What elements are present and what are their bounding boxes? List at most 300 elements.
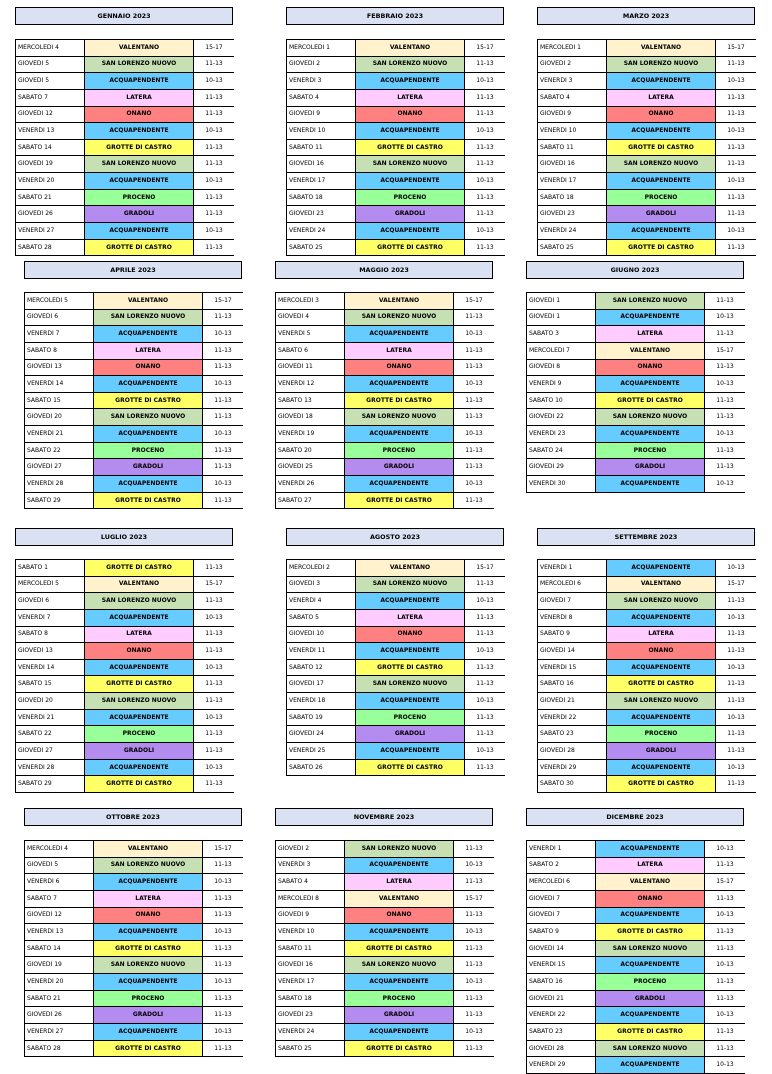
day-cell: VENERDI 20 (16, 173, 85, 190)
time-cell: 11-13 (194, 56, 235, 73)
place-cell: GRADOLI (596, 990, 705, 1007)
table-row (287, 709, 506, 726)
table-row (538, 759, 757, 776)
place-cell: LATERA (345, 342, 454, 359)
place-cell: ACQUAPENDENTE (607, 709, 716, 726)
place-cell: SAN LORENZO NUOVO (345, 841, 454, 858)
time-cell: 11-13 (465, 659, 506, 676)
day-cell: MERCOLEDI 5 (25, 293, 94, 310)
month-block (537, 528, 755, 788)
table-row (16, 576, 235, 593)
table-row (276, 359, 495, 376)
day-cell: SABATO 1 (16, 560, 85, 577)
place-cell: LATERA (607, 89, 716, 106)
month-block (15, 7, 233, 251)
table-row (538, 139, 757, 156)
table-row (25, 990, 244, 1007)
table-row (25, 342, 244, 359)
day-cell: VENERDI 11 (287, 643, 356, 660)
time-cell: 11-13 (194, 89, 235, 106)
place-cell: VALENTANO (356, 560, 465, 577)
month-block (15, 528, 233, 788)
day-cell: VENERDI 1 (527, 841, 596, 858)
schedule-table (15, 39, 234, 256)
time-cell: 10-13 (716, 223, 757, 240)
place-cell: SAN LORENZO NUOVO (607, 156, 716, 173)
place-cell: GRADOLI (85, 206, 194, 223)
day-cell: MERCOLEDI 4 (16, 40, 85, 57)
day-cell: VENERDI 24 (538, 223, 607, 240)
time-cell: 15-17 (203, 293, 244, 310)
time-cell: 15-17 (465, 40, 506, 57)
table-row (25, 907, 244, 924)
time-cell: 10-13 (705, 426, 746, 443)
month-title: NOVEMBRE 2023 (275, 808, 493, 826)
place-cell: ACQUAPENDENTE (345, 857, 454, 874)
table-row (276, 857, 495, 874)
place-cell: SAN LORENZO NUOVO (85, 593, 194, 610)
time-cell: 11-13 (705, 990, 746, 1007)
time-cell: 10-13 (465, 743, 506, 760)
place-cell: GROTTE DI CASTRO (345, 940, 454, 957)
time-cell: 10-13 (705, 1007, 746, 1024)
day-cell: VENERDI 7 (25, 326, 94, 343)
table-row (276, 1007, 495, 1024)
day-cell: SABATO 10 (527, 392, 596, 409)
table-row (538, 626, 757, 643)
place-cell: VALENTANO (607, 40, 716, 57)
table-row (25, 392, 244, 409)
table-row (287, 593, 506, 610)
time-cell: 15-17 (454, 293, 495, 310)
place-cell: ACQUAPENDENTE (94, 426, 203, 443)
table-row (16, 676, 235, 693)
time-cell: 10-13 (203, 476, 244, 493)
day-cell: VENERDI 9 (527, 376, 596, 393)
table-row (538, 73, 757, 90)
place-cell: PROCENO (345, 442, 454, 459)
day-cell: GIOVEDI 27 (25, 459, 94, 476)
day-cell: GIOVEDI 14 (538, 643, 607, 660)
time-cell: 11-13 (454, 392, 495, 409)
table-row (276, 309, 495, 326)
place-cell: ACQUAPENDENTE (356, 123, 465, 140)
day-cell: GIOVEDI 9 (538, 106, 607, 123)
month-block (24, 808, 242, 1052)
table-row (527, 940, 746, 957)
table-row (16, 173, 235, 190)
place-cell: GROTTE DI CASTRO (85, 776, 194, 793)
day-cell: VENERDI 15 (538, 659, 607, 676)
time-cell: 11-13 (716, 206, 757, 223)
time-cell: 11-13 (194, 693, 235, 710)
time-cell: 11-13 (716, 106, 757, 123)
day-cell: GIOVEDI 23 (538, 206, 607, 223)
day-cell: GIOVEDI 5 (25, 857, 94, 874)
day-cell: SABATO 27 (276, 492, 345, 509)
day-cell: MERCOLEDI 2 (287, 560, 356, 577)
table-row (527, 907, 746, 924)
month-block (526, 261, 744, 487)
place-cell: ACQUAPENDENTE (85, 609, 194, 626)
place-cell: ACQUAPENDENTE (85, 759, 194, 776)
table-row (16, 139, 235, 156)
time-cell: 11-13 (194, 726, 235, 743)
day-cell: VENERDI 27 (16, 223, 85, 240)
time-cell: 11-13 (194, 239, 235, 256)
time-cell: 11-13 (454, 841, 495, 858)
month-title: DICEMBRE 2023 (526, 808, 744, 826)
time-cell: 11-13 (465, 206, 506, 223)
place-cell: SAN LORENZO NUOVO (345, 309, 454, 326)
table-row (16, 693, 235, 710)
place-cell: ACQUAPENDENTE (607, 223, 716, 240)
time-cell: 11-13 (203, 359, 244, 376)
place-cell: SAN LORENZO NUOVO (596, 940, 705, 957)
table-row (287, 743, 506, 760)
table-row (25, 326, 244, 343)
table-row (538, 206, 757, 223)
time-cell: 11-13 (194, 206, 235, 223)
table-row (287, 73, 506, 90)
time-cell: 10-13 (705, 476, 746, 493)
table-row (287, 56, 506, 73)
table-row (538, 106, 757, 123)
time-cell: 11-13 (194, 626, 235, 643)
day-cell: GIOVEDI 22 (527, 409, 596, 426)
day-cell: VENERDI 5 (276, 326, 345, 343)
time-cell: 11-13 (203, 392, 244, 409)
place-cell: PROCENO (607, 726, 716, 743)
place-cell: PROCENO (356, 189, 465, 206)
place-cell: SAN LORENZO NUOVO (345, 957, 454, 974)
day-cell: GIOVEDI 9 (287, 106, 356, 123)
day-cell: SABATO 8 (25, 342, 94, 359)
place-cell: ACQUAPENDENTE (607, 560, 716, 577)
table-row (538, 593, 757, 610)
place-cell: VALENTANO (94, 293, 203, 310)
schedule-table (526, 292, 745, 493)
table-row (538, 560, 757, 577)
day-cell: VENERDI 14 (16, 659, 85, 676)
day-cell: VENERDI 10 (538, 123, 607, 140)
day-cell: GIOVEDI 6 (16, 593, 85, 610)
time-cell: 11-13 (705, 392, 746, 409)
time-cell: 11-13 (454, 409, 495, 426)
table-row (527, 874, 746, 891)
day-cell: MERCOLEDI 8 (276, 890, 345, 907)
table-row (276, 890, 495, 907)
place-cell: PROCENO (596, 442, 705, 459)
day-cell: GIOVEDI 13 (25, 359, 94, 376)
place-cell: ACQUAPENDENTE (85, 659, 194, 676)
time-cell: 10-13 (705, 957, 746, 974)
day-cell: GIOVEDI 26 (16, 206, 85, 223)
time-cell: 11-13 (194, 106, 235, 123)
table-row (276, 392, 495, 409)
day-cell: GIOVEDI 7 (527, 907, 596, 924)
table-row (538, 189, 757, 206)
place-cell: GROTTE DI CASTRO (607, 776, 716, 793)
day-cell: SABATO 14 (25, 940, 94, 957)
time-cell: 11-13 (705, 442, 746, 459)
day-cell: SABATO 26 (287, 759, 356, 776)
table-row (527, 990, 746, 1007)
table-row (25, 974, 244, 991)
place-cell: ACQUAPENDENTE (94, 974, 203, 991)
place-cell: ACQUAPENDENTE (356, 693, 465, 710)
time-cell: 11-13 (454, 442, 495, 459)
day-cell: SABATO 28 (25, 1040, 94, 1057)
table-row (16, 106, 235, 123)
place-cell: PROCENO (356, 709, 465, 726)
time-cell: 10-13 (194, 759, 235, 776)
place-cell: SAN LORENZO NUOVO (607, 56, 716, 73)
time-cell: 11-13 (465, 56, 506, 73)
table-row (527, 293, 746, 310)
table-row (276, 874, 495, 891)
place-cell: SAN LORENZO NUOVO (356, 156, 465, 173)
time-cell: 10-13 (465, 73, 506, 90)
table-row (287, 626, 506, 643)
table-row (16, 776, 235, 793)
time-cell: 11-13 (203, 990, 244, 1007)
time-cell: 11-13 (203, 459, 244, 476)
table-row (527, 342, 746, 359)
table-row (25, 874, 244, 891)
day-cell: GIOVEDI 3 (287, 576, 356, 593)
schedule-table (537, 559, 756, 793)
time-cell: 15-17 (203, 841, 244, 858)
day-cell: SABATO 20 (276, 442, 345, 459)
place-cell: LATERA (94, 342, 203, 359)
table-row (538, 576, 757, 593)
day-cell: SABATO 29 (16, 776, 85, 793)
table-row (538, 173, 757, 190)
day-cell: VENERDI 21 (25, 426, 94, 443)
table-row (16, 189, 235, 206)
day-cell: MERCOLEDI 5 (16, 576, 85, 593)
time-cell: 11-13 (716, 89, 757, 106)
day-cell: SABATO 4 (287, 89, 356, 106)
day-cell: VENERDI 22 (538, 709, 607, 726)
table-row (276, 492, 495, 509)
time-cell: 10-13 (194, 123, 235, 140)
place-cell: ACQUAPENDENTE (607, 609, 716, 626)
day-cell: VENERDI 3 (287, 73, 356, 90)
table-row (25, 1024, 244, 1041)
table-row (276, 924, 495, 941)
day-cell: VENERDI 25 (287, 743, 356, 760)
place-cell: ACQUAPENDENTE (85, 73, 194, 90)
table-row (16, 40, 235, 57)
schedule-table (275, 840, 494, 1057)
time-cell: 10-13 (454, 376, 495, 393)
day-cell: SABATO 2 (527, 857, 596, 874)
day-cell: MERCOLEDI 6 (538, 576, 607, 593)
day-cell: GIOVEDI 28 (527, 1040, 596, 1057)
place-cell: SAN LORENZO NUOVO (607, 693, 716, 710)
time-cell: 10-13 (716, 759, 757, 776)
table-row (287, 173, 506, 190)
day-cell: VENERDI 3 (538, 73, 607, 90)
schedule-table (15, 559, 234, 793)
table-row (527, 476, 746, 493)
time-cell: 10-13 (203, 376, 244, 393)
table-row (527, 309, 746, 326)
day-cell: SABATO 18 (538, 189, 607, 206)
place-cell: ACQUAPENDENTE (356, 743, 465, 760)
day-cell: SABATO 15 (16, 676, 85, 693)
place-cell: LATERA (345, 874, 454, 891)
time-cell: 11-13 (705, 326, 746, 343)
time-cell: 11-13 (203, 409, 244, 426)
day-cell: VENERDI 29 (527, 1057, 596, 1074)
table-row (287, 676, 506, 693)
day-cell: GIOVEDI 23 (287, 206, 356, 223)
day-cell: VENERDI 21 (16, 709, 85, 726)
day-cell: VENERDI 10 (287, 123, 356, 140)
day-cell: VENERDI 24 (276, 1024, 345, 1041)
time-cell: 11-13 (716, 693, 757, 710)
time-cell: 11-13 (194, 139, 235, 156)
time-cell: 10-13 (465, 643, 506, 660)
place-cell: SAN LORENZO NUOVO (356, 576, 465, 593)
time-cell: 11-13 (465, 106, 506, 123)
time-cell: 10-13 (705, 907, 746, 924)
time-cell: 15-17 (194, 576, 235, 593)
time-cell: 11-13 (705, 1024, 746, 1041)
month-title: LUGLIO 2023 (15, 528, 233, 546)
place-cell: ACQUAPENDENTE (85, 223, 194, 240)
time-cell: 11-13 (454, 957, 495, 974)
table-row (276, 1040, 495, 1057)
day-cell: GIOVEDI 1 (527, 309, 596, 326)
time-cell: 11-13 (465, 156, 506, 173)
table-row (276, 907, 495, 924)
time-cell: 11-13 (716, 189, 757, 206)
time-cell: 10-13 (454, 924, 495, 941)
day-cell: SABATO 3 (527, 326, 596, 343)
place-cell: ACQUAPENDENTE (85, 123, 194, 140)
day-cell: VENERDI 3 (276, 857, 345, 874)
place-cell: GROTTE DI CASTRO (607, 139, 716, 156)
day-cell: SABATO 25 (276, 1040, 345, 1057)
time-cell: 11-13 (194, 743, 235, 760)
place-cell: SAN LORENZO NUOVO (94, 409, 203, 426)
day-cell: SABATO 16 (527, 974, 596, 991)
table-row (527, 392, 746, 409)
day-cell: SABATO 9 (538, 626, 607, 643)
day-cell: GIOVEDI 2 (287, 56, 356, 73)
time-cell: 11-13 (465, 676, 506, 693)
place-cell: ACQUAPENDENTE (607, 123, 716, 140)
day-cell: VENERDI 28 (16, 759, 85, 776)
place-cell: ONANO (596, 359, 705, 376)
table-row (16, 659, 235, 676)
table-row (16, 609, 235, 626)
day-cell: GIOVEDI 20 (25, 409, 94, 426)
time-cell: 11-13 (454, 874, 495, 891)
table-row (538, 743, 757, 760)
day-cell: SABATO 15 (25, 392, 94, 409)
place-cell: SAN LORENZO NUOVO (596, 293, 705, 310)
table-row (16, 593, 235, 610)
day-cell: GIOVEDI 8 (527, 359, 596, 376)
day-cell: VENERDI 4 (287, 593, 356, 610)
time-cell: 11-13 (705, 293, 746, 310)
day-cell: VENERDI 1 (538, 560, 607, 577)
day-cell: GIOVEDI 25 (276, 459, 345, 476)
day-cell: GIOVEDI 28 (538, 743, 607, 760)
table-row (287, 139, 506, 156)
place-cell: ONANO (345, 907, 454, 924)
place-cell: ACQUAPENDENTE (94, 326, 203, 343)
time-cell: 11-13 (465, 726, 506, 743)
place-cell: GROTTE DI CASTRO (94, 492, 203, 509)
time-cell: 10-13 (203, 1024, 244, 1041)
day-cell: GIOVEDI 13 (16, 643, 85, 660)
place-cell: ACQUAPENDENTE (345, 326, 454, 343)
day-cell: VENERDI 7 (16, 609, 85, 626)
time-cell: 10-13 (465, 223, 506, 240)
place-cell: GRADOLI (356, 206, 465, 223)
time-cell: 11-13 (194, 776, 235, 793)
day-cell: GIOVEDI 5 (16, 73, 85, 90)
day-cell: GIOVEDI 6 (25, 309, 94, 326)
place-cell: ONANO (607, 106, 716, 123)
day-cell: GIOVEDI 18 (276, 409, 345, 426)
day-cell: VENERDI 15 (527, 957, 596, 974)
time-cell: 11-13 (465, 189, 506, 206)
day-cell: SABATO 12 (287, 659, 356, 676)
table-row (538, 239, 757, 256)
place-cell: ACQUAPENDENTE (85, 173, 194, 190)
time-cell: 15-17 (705, 874, 746, 891)
table-row (276, 974, 495, 991)
table-row (287, 223, 506, 240)
day-cell: SABATO 9 (527, 924, 596, 941)
day-cell: GIOVEDI 2 (538, 56, 607, 73)
place-cell: SAN LORENZO NUOVO (85, 56, 194, 73)
time-cell: 11-13 (716, 239, 757, 256)
day-cell: GIOVEDI 1 (527, 293, 596, 310)
table-row (538, 156, 757, 173)
day-cell: MERCOLEDI 1 (538, 40, 607, 57)
day-cell: SABATO 25 (287, 239, 356, 256)
month-block (537, 7, 755, 251)
table-row (16, 743, 235, 760)
time-cell: 11-13 (716, 643, 757, 660)
time-cell: 10-13 (454, 1024, 495, 1041)
time-cell: 10-13 (194, 73, 235, 90)
day-cell: GIOVEDI 4 (276, 309, 345, 326)
month-block (275, 808, 493, 1052)
place-cell: ACQUAPENDENTE (596, 476, 705, 493)
time-cell: 10-13 (716, 123, 757, 140)
day-cell: SABATO 13 (276, 392, 345, 409)
day-cell: SABATO 5 (287, 609, 356, 626)
table-row (287, 693, 506, 710)
day-cell: SABATO 23 (538, 726, 607, 743)
table-row (287, 123, 506, 140)
time-cell: 11-13 (716, 593, 757, 610)
day-cell: SABATO 19 (287, 709, 356, 726)
place-cell: SAN LORENZO NUOVO (596, 1040, 705, 1057)
day-cell: SABATO 8 (16, 626, 85, 643)
table-row (538, 123, 757, 140)
place-cell: ACQUAPENDENTE (596, 1057, 705, 1074)
